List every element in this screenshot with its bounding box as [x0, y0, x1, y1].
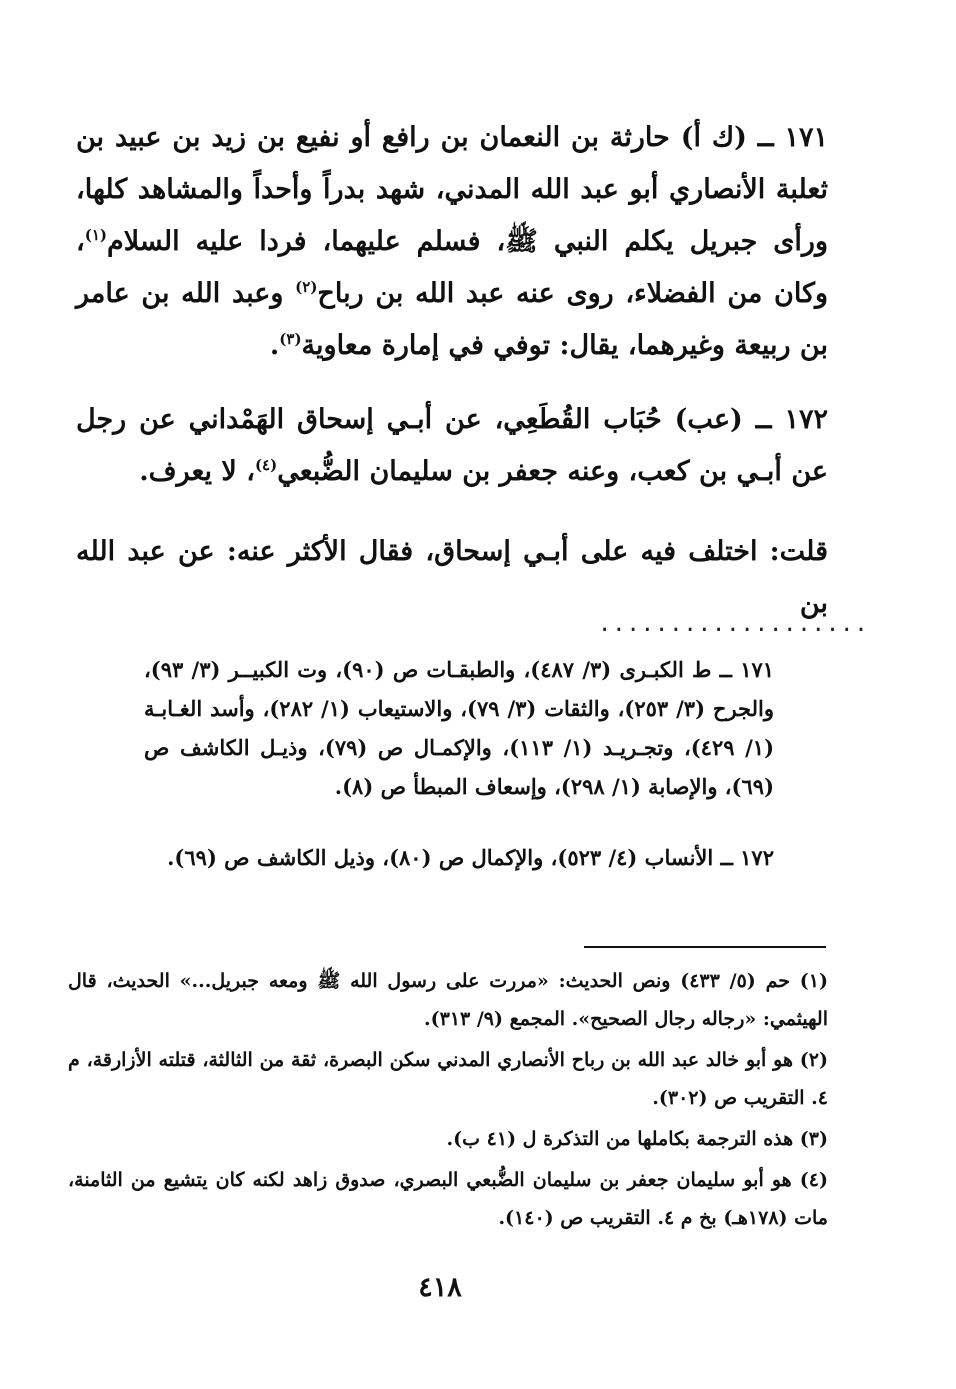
entry-172-text-b: ، لا يعرف.: [139, 456, 255, 487]
footnote-ref-3[interactable]: (٣): [279, 330, 302, 348]
editor-comment: قلت: اختلف فيه على أبـي إسحاق، فقال الأكثر عنه: عن عبد الله بن: [76, 536, 828, 619]
entry-171-text-a: ١٧١ ــ (ك أ) حارثة بن النعمان بن رافع أو نفيع بن زيد بن عبيد بن ثعلبة الأنصاري أبو عبد الله المدني، شهد بدراً وأحداً والمشاهد كلها، ورأى جبريل يكلم النبي ﷺ، فسلم عليهما، فردا عليه السلام: [76, 122, 828, 257]
entry-171-text-b: ، وكان من الفضلاء، روى عنه عبد الله بن رباح: [76, 226, 828, 309]
biography-entry-172: [76, 394, 828, 498]
footnote-4: (٤) هو أبو سليمان جعفر بن سليمان الضُّبعي البصري، صدوق زاهد لكنه كان يتشيع من الثامنة، مات (١٧٨هـ) بخ م ٤. التقريب ص (١٤٠).: [68, 1169, 828, 1229]
dotted-separator: ...................: [598, 612, 869, 637]
entry-171-text-c: وعبد الله بن عامر بن ربيعة وغيرهما، يقال: توفي في إمارة معاوية: [76, 278, 828, 361]
entry-171-text-d: .: [269, 330, 280, 361]
footnote-2: (٢) هو أبو خالد عبد الله بن رباح الأنصاري المدني سكن البصرة، ثقة من الثالثة، قتلته الأزارقة، م ٤. التقريب ص (٣٠٢).: [68, 1049, 828, 1109]
footnote-1: (١) حم (٥/ ٤٣٣) ونص الحديث: «مررت على رسول الله ﷺ ومعه جبريل...» الحديث، قال الهيثمي: «رجاله رجال الصحيح». المجمع (٩/ ٣١٣).: [68, 970, 828, 1030]
biography-entry-171: [76, 112, 828, 372]
entry-172-text-a: ١٧٢ ــ (عب) حُبَاب القُطَعِي، عن أبـي إسحاق الهَمْداني عن رجل عن أبـي بن كعب، وعنه جعفر بن سليمان الضُّبعي: [76, 404, 828, 487]
footnote-3: (٣) هذه الترجمة بكاملها من التذكرة ل (٤١ ب).: [446, 1128, 828, 1150]
footnote-ref-2[interactable]: (٢): [295, 278, 318, 296]
footnote-ref-4[interactable]: (٤): [254, 456, 278, 474]
page-number: ٤١٨: [418, 1272, 462, 1303]
footnote-rule: [584, 946, 826, 948]
footnote-ref-1[interactable]: (١): [84, 226, 107, 244]
sources-entry-171: ١٧١ ــ ط الكبـرى (٣/ ٤٨٧)، والطبقـات ص (٩٠)، وت الكبيــر (٣/ ٩٣)، والجرح (٣/ ٢٥٣)، والثقات (٣/ ٧٩)، والاستيعاب (١/ ٢٨٢)، وأسد الغـابـة (١/ ٤٢٩)، وتجـريـد (١/ ١١٣)، والإكمـال ص (٧٩)، وذيـل الكاشف ص (٦٩)، والإصابة (١/ ٢٩٨)، وإسعاف المبطأ ص (٨).: [144, 657, 775, 799]
sources-entry-172: ١٧٢ ــ الأنساب (٤/ ٥٢٣)، والإكمال ص (٨٠)، وذيل الكاشف ص (٦٩).: [167, 845, 774, 870]
